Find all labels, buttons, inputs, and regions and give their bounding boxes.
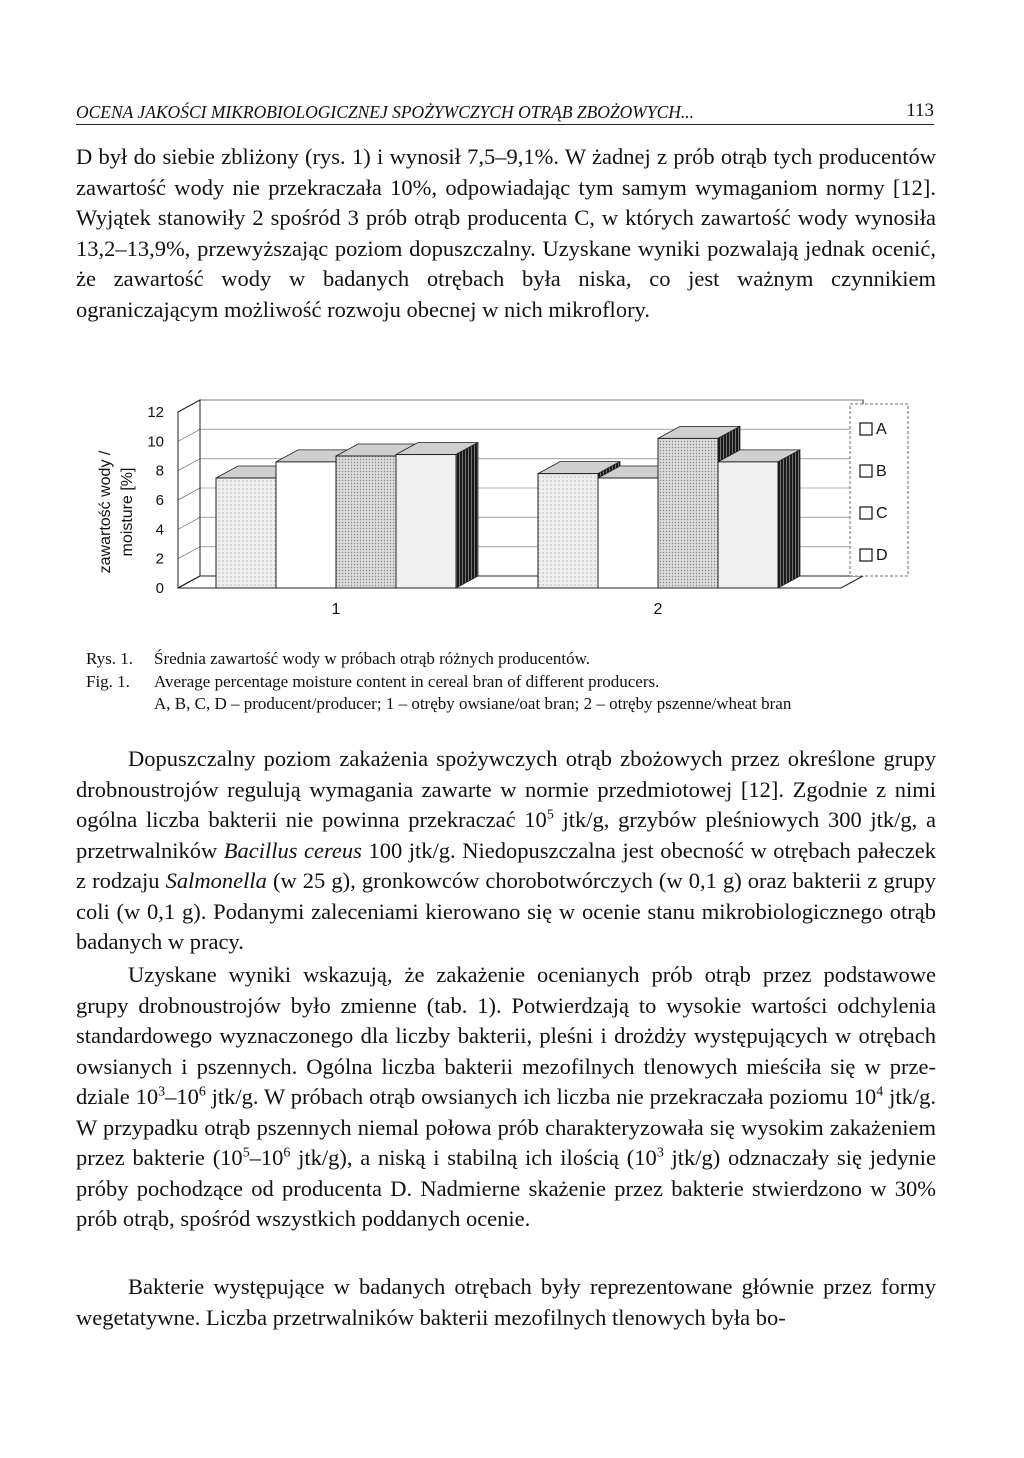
- paragraph-spores: Bakterie występujące w badanych otrębach były reprezentowane głównie przez formy wegetatywne. Liczba przetrwalników bakterii mezofilnych tlenowych była bo-: [76, 1274, 936, 1330]
- running-title: OCENA JAKOŚCI MIKROBIOLOGICZNEJ SPOŻYWCZYCH OTRĄB ZBOŻOWYCH...: [76, 102, 695, 122]
- legend-label-c: C: [876, 505, 888, 522]
- text-run: 100 jtk/g. Niedopuszczalna jest obecność w otrębach pałeczek z rodzaju: [76, 837, 936, 893]
- y-tick-label: 12: [147, 404, 164, 421]
- genus-name: Salmonella: [165, 868, 267, 893]
- bar-d-2: [718, 462, 778, 588]
- x-tick-label: 1: [331, 601, 341, 618]
- bar-a-1: [216, 478, 276, 588]
- bar-c-1: [336, 456, 396, 588]
- gridline-side: [178, 429, 200, 441]
- bar-b-2: [598, 478, 658, 588]
- y-axis-label-line1: zawartość wody /: [97, 450, 114, 574]
- text-run: jtk/g. W przypadku otrąb pszennych niemal połowa prób charakteryzowała się wysokim zakażeniem przez bakterie (10: [76, 1084, 936, 1170]
- gridline-side: [178, 459, 200, 471]
- caption-label-en: Fig. 1.: [86, 671, 130, 691]
- caption-label-pl: Rys. 1.: [86, 649, 134, 668]
- text-run: –10: [249, 1145, 284, 1170]
- superscript: 5: [242, 1145, 250, 1161]
- bar-d-1: [396, 455, 456, 588]
- bar-a-2: [538, 474, 598, 588]
- gridline-side: [178, 517, 200, 529]
- text-run: (w 25 g), gronkowców chorobotwórczych (w 0,1 g) oraz bakterii z grupy coli (w 0,1 g). Podanymi zaleceniami kierowano się w ocenie stanu mikrobiologicznego otrąb badanych w pracy.: [76, 868, 936, 954]
- bar-b-1: [276, 462, 336, 588]
- paragraph-results: [76, 960, 936, 1235]
- moisture-bar-chart: [86, 392, 926, 624]
- figure-caption: [86, 648, 936, 716]
- text-run: jtk/g. W próbach otrąb owsianych ich liczba nie przekraczała poziomu 10: [205, 1084, 877, 1109]
- paragraph-norms: [76, 744, 936, 958]
- legend-swatch-c: [860, 507, 872, 519]
- text-run: Dopuszczalny poziom zakażenia spożywczych otrąb zbożowych przez określone grupy drobnoustrojów regulują wymagania zawarte w normie przedmiotowej [12]. Zgodnie z nimi ogólna liczba bakterii nie powinna przekraczać 10: [76, 746, 936, 832]
- superscript: 6: [283, 1145, 291, 1161]
- text-run: jtk/g), a niską i stabilną ich ilością (10: [290, 1145, 657, 1170]
- page-number: 113: [906, 100, 934, 121]
- legend-label-a: A: [876, 421, 887, 438]
- species-name: Bacillus cereus: [223, 837, 362, 863]
- gridline-side: [178, 488, 200, 500]
- legend-swatch-b: [860, 465, 872, 477]
- bar-side: [456, 443, 478, 588]
- bar-side: [778, 450, 800, 588]
- y-tick-label: 8: [155, 462, 164, 480]
- text-run: jtk/g) odznaczały się jedynie próby pochodzące od producenta D. Nadmierne skażenie przez bakterie stwierdzono w 30% prób otrąb, spośród wszystkich poddanych ocenie.: [76, 1145, 936, 1231]
- caption-legend-text: A, B, C, D – producent/producer; 1 – otręby owsiane/oat bran; 2 – otręby pszenne/wheat bran: [154, 694, 792, 713]
- paragraph-moisture: D był do siebie zbliżony (rys. 1) i wynosił 7,5–9,1%. W żadnej z prób otrąb tych producentów zawartość wody nie przekraczała 10%, odpowiadając tym samym wymaganiom normy [12]. Wyjątek stanowiły 2 spośród 3 prób otrąb producenta C, w których zawartość wody wynosiła 13,2–13,9%, przewyższając poziom dopuszczalny. Uzyskane wyniki pozwalają jednak ocenić, że zawartość wody w badanych otrębach była niska, co jest ważnym czynnikiem ograniczającym możliwość rozwoju obecnej w nich mikroflory.: [76, 144, 936, 322]
- y-tick-label: 0: [155, 580, 164, 597]
- caption-text-en: Average percentage moisture content in cereal bran of different producers.: [154, 671, 660, 691]
- superscript: 6: [198, 1084, 206, 1100]
- gridline-side: [178, 547, 200, 559]
- running-header: [76, 96, 934, 125]
- superscript: 4: [876, 1084, 884, 1100]
- superscript: 5: [546, 807, 554, 823]
- x-tick-label: 2: [653, 601, 663, 618]
- caption-text-pl: Średnia zawartość wody w próbach otrąb różnych producentów.: [154, 649, 591, 668]
- text-run: Uzyskane wyniki wskazują, że zakażenie ocenianych prób otrąb przez podstawowe grupy drobnoustrojów było zmienne (tab. 1). Potwierdzają to wysokie wartości odchylenia standardowego wyznaczonego dla liczby bakterii, pleśni i drożdży występujących w otrębach owsianych i pszennych. Ogólna liczba bakterii mezofilnych tlenowych mieściła się w prze-dziale 10: [76, 962, 936, 1109]
- legend: [850, 404, 908, 576]
- superscript: 3: [656, 1145, 664, 1161]
- plot-area: [147, 400, 863, 618]
- legend-swatch-a: [860, 423, 872, 435]
- y-tick-label: 4: [155, 521, 164, 539]
- legend-swatch-d: [860, 549, 872, 561]
- legend-label-d: D: [876, 547, 888, 564]
- y-tick-label: 2: [155, 550, 164, 568]
- superscript: 3: [158, 1084, 166, 1100]
- y-axis-label-line2: moisture [%]: [119, 467, 136, 557]
- text-run: jtk/g, grzybów pleśniowych 300 jtk/g, a przetrwalników: [76, 807, 936, 863]
- y-tick-label: 6: [155, 492, 164, 509]
- legend-label-b: B: [876, 463, 887, 480]
- bar-c-2: [658, 438, 718, 588]
- y-tick-label: 10: [147, 433, 164, 451]
- text-run: –10: [165, 1084, 199, 1109]
